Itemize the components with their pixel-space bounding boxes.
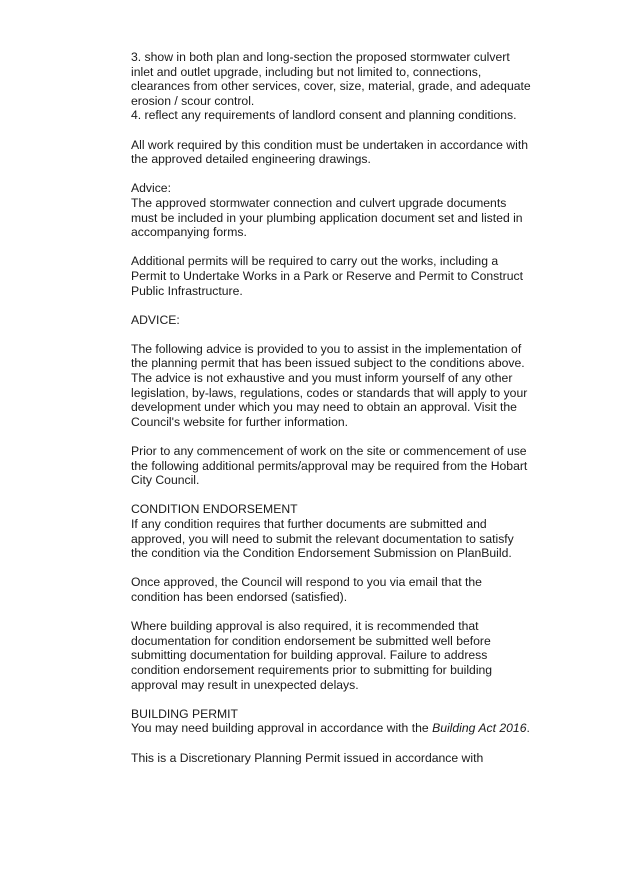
condition-item-4: 4. reflect any requirements of landlord consent and planning conditions. [131, 108, 517, 123]
prior-commencement-paragraph: Prior to any commencement of work on the site or commencement of use the following additional permits/approval may be required from the Hobart City Council. [131, 444, 528, 488]
discretionary-paragraph: This is a Discretionary Planning Permit issued in accordance with [131, 750, 484, 765]
condition-item-3: 3. show in both plan and long-section the proposed stormwater culvert inlet and outlet upgrade, including but not limited to, connections, clearances from other services, cover, size, material, grade, and adequate erosion / scour control. [131, 50, 531, 108]
condition-endorsement-heading: CONDITION ENDORSEMENT [131, 502, 298, 517]
advice-heading: ADVICE: [131, 312, 180, 327]
document-page [131, 50, 531, 780]
building-permit-end: . [526, 721, 530, 736]
building-permit-heading: BUILDING PERMIT [131, 706, 238, 721]
building-permit-paragraph [131, 721, 531, 736]
condition-endorsement-paragraph: If any condition requires that further documents are submitted and approved, you will need to submit the relevant documentation to satisfy the condition via the Condition Endorsement Submission on PlanBuild. [131, 517, 514, 561]
all-work-paragraph: All work required by this condition must be undertaken in accordance with the approved detailed engineering drawings. [131, 137, 528, 167]
advice-label: Advice: [131, 181, 171, 196]
building-approval-paragraph: Where building approval is also required, it is recommended that documentation for condition endorsement be submitted well before submitting documentation for building approval. Failure to address condition endorsement requirements prior to submitting for building approval may result in unexpected delays. [131, 619, 493, 692]
advice-text: The approved stormwater connection and culvert upgrade documents must be included in your plumbing application document set and listed in accompanying forms. [131, 195, 523, 240]
advice-intro-paragraph: The following advice is provided to you to assist in the implementation of the planning permit that has been issued subject to the conditions above. The advice is not exhaustive and you must inform yourself of any other legislation, by-laws, regulations, codes or standards that will apply to your development under which you may need to obtain an approval. Visit the Council's website for further information. [131, 341, 528, 429]
once-approved-paragraph: Once approved, the Council will respond to you via email that the condition has been endorsed (satisfied). [131, 575, 482, 604]
building-act-title: Building Act 2016 [432, 721, 527, 736]
additional-permits-paragraph: Additional permits will be required to carry out the works, including a Permit to Undertake Works in a Park or Reserve and Permit to Construct Public Infrastructure. [131, 254, 523, 298]
building-permit-text: You may need building approval in accordance with the [131, 721, 433, 736]
